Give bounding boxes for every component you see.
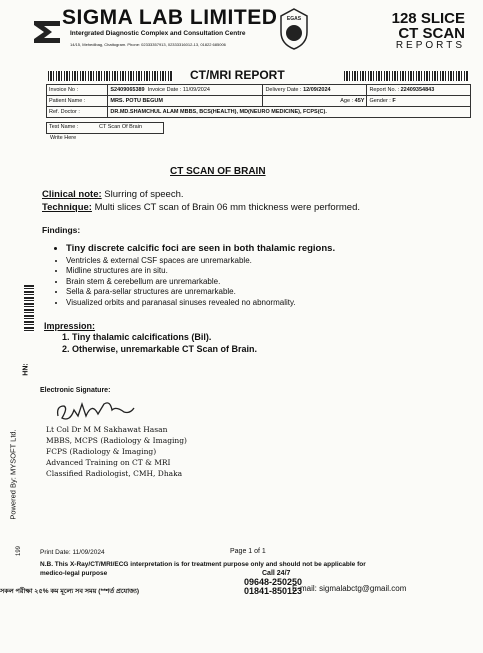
table-row — [47, 96, 471, 107]
barcode-right — [344, 71, 469, 81]
doctor-training: Advanced Training on CT & MRI — [46, 458, 171, 467]
clinical-note: Clinical note: Slurring of speech. — [42, 189, 184, 200]
list-item: 1. Tiny thalamic calcifications (Bil). — [72, 332, 257, 342]
call-label: Call 24/7 — [262, 570, 291, 577]
list-item: • Tiny discrete calcific foci are seen in both thalamic regions. — [66, 243, 335, 254]
svg-text:EGAS: EGAS — [286, 16, 302, 22]
table-row — [47, 85, 471, 96]
list-item: 2. Otherwise, unremarkable CT Scan of Brain. — [72, 344, 257, 354]
test-name: CT Scan Of Brain — [99, 124, 142, 130]
delivery-date: Delivery Date : 12/09/2024 — [263, 85, 367, 96]
barcode-left — [48, 71, 173, 81]
powered-by: Powered By: MYSOFT Ltd. — [8, 429, 18, 520]
findings-heading: Findings: — [42, 225, 81, 235]
side-number: 199 — [16, 545, 23, 557]
test-name-box — [46, 122, 164, 134]
sigma-logo-icon — [30, 15, 64, 49]
findings-list — [40, 243, 335, 308]
brand-name: SIGMA LAB LIMITED — [62, 6, 278, 29]
technique: Technique: Multi slices CT scan of Brain 06 mm thickness were performed. — [42, 202, 360, 213]
doctor-position: Classified Radiologist, CMH, Dhaka — [46, 469, 183, 478]
ct-scan-badge — [365, 10, 465, 51]
ct-reports-text: REPORTS — [395, 40, 465, 51]
patient-info-table — [46, 84, 471, 118]
ct-scan-text: CT SCAN — [398, 25, 465, 42]
table-row — [47, 107, 471, 118]
page-number: Page 1 of 1 — [230, 548, 266, 555]
handwritten-signature-icon — [54, 396, 136, 426]
impression-list — [40, 332, 257, 356]
doctor-credentials — [46, 424, 187, 479]
brand-address: 14/15, Mehedibag, Chattogram. Phone: 02333357913, 02333316012-13, 01822 685006 — [70, 42, 226, 47]
patient-name: MRS. POTU BEGUM — [108, 96, 263, 107]
patient-label: Patient Name : — [47, 96, 108, 107]
print-date: Print Date: 11/09/2024 — [40, 549, 105, 556]
age: Age : 45Y — [263, 96, 367, 107]
ct-slice-text: 128 SLICE — [391, 10, 465, 27]
list-item: • Visualized orbits and paranasal sinuses revealed no abnormality. — [66, 298, 335, 307]
report-title: CT/MRI REPORT — [190, 68, 285, 82]
doctor-fcps: FCPS (Radiology & Imaging) — [46, 447, 157, 456]
doctor-degree: MBBS, MCPS (Radiology & Imaging) — [46, 436, 187, 445]
invoice-no: S2409065389 Invoice Date : 11/09/2024 — [108, 85, 263, 96]
brand-subtitle: Intergrated Diagnostic Complex and Consultation Centre — [70, 30, 246, 37]
list-item: • Sella & para-sellar structures are unremarkable. — [66, 287, 335, 296]
ref-doctor-label: Ref. Doctor : — [47, 107, 108, 118]
phone-2: 01841-850123 — [244, 586, 303, 596]
signature-label: Electronic Signature: — [40, 387, 111, 394]
accreditation-seal-icon — [278, 8, 310, 50]
discount-notice: সকল পরীক্ষা ২৫% কম মূল্যে সব সময় (**শর্ত প্রযোজ্য) — [0, 588, 140, 595]
impression-heading: Impression: — [44, 321, 96, 331]
hn-label: HN: — [22, 363, 30, 376]
report-heading: CT SCAN OF BRAIN — [170, 166, 266, 177]
ref-doctor: DR.MD.SHAMCHUL ALAM MBBS, BCS(HEALTH), MD(NEURO MEDICINE), FCPS(C). — [108, 107, 471, 118]
report-no: Report No. : 22409354843 — [367, 85, 471, 96]
email: E-mail: sigmalabctg@gmail.com — [292, 584, 407, 593]
invoice-date-label: Invoice Date : — [147, 87, 182, 93]
invoice-date: 11/09/2024 — [182, 87, 210, 93]
gender: Gender : F — [367, 96, 471, 107]
phone-1: 09648-250250 — [244, 577, 303, 587]
list-item: • Brain stem & cerebellum are unremarkable. — [66, 277, 335, 286]
write-here-label: Write Here — [50, 135, 77, 141]
list-item: • Ventricles & external CSF spaces are unremarkable. — [66, 256, 335, 265]
invoice-no-label: Invoice No : — [47, 85, 108, 96]
side-barcode — [24, 285, 34, 333]
list-item: • Midline structures are in situ. — [66, 266, 335, 275]
doctor-name: Lt Col Dr M M Sakhawat Hasan — [46, 425, 168, 434]
test-name-label: Test Name : — [49, 124, 79, 130]
disclaimer: N.B. This X-Ray/CT/MRI/ECG interpretation is for treatment purpose only and should not be applicable for medico-legal purpose — [40, 561, 366, 577]
